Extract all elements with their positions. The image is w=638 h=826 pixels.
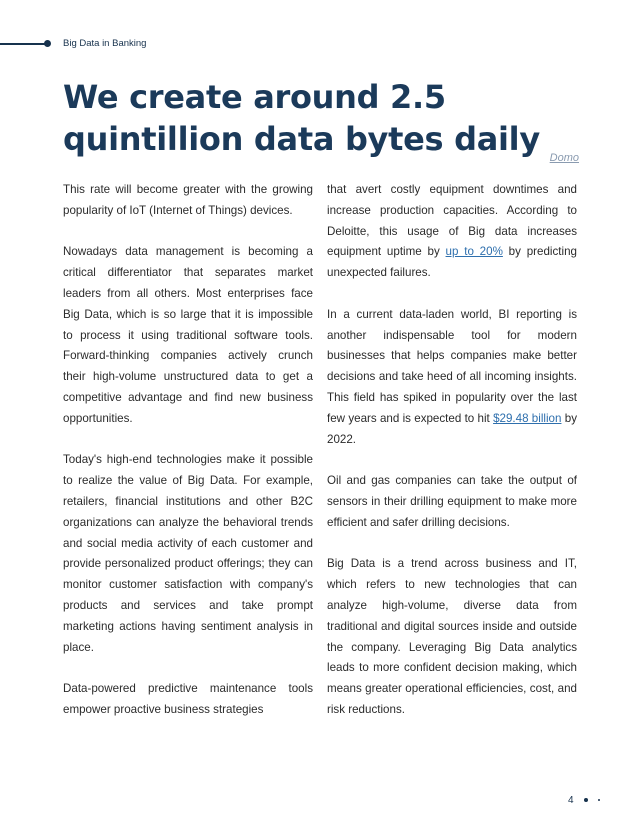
paragraph-text: In a current data-laden world, BI reporting is another indispensable tool for modern businesses that helps companies make better decisions and take heed of all incoming insights. This field has spiked in popularity over the last few years and is expected to hit xyxy=(327,307,577,425)
paragraph xyxy=(327,305,577,451)
paragraph-text: by 2022. xyxy=(327,411,577,446)
footer-dot xyxy=(584,798,588,802)
left-column xyxy=(63,180,313,742)
source-link[interactable]: Domo xyxy=(549,152,579,164)
paragraph-text: that avert costly equipment downtimes and increase production capacities. According to Deloitte, this usage of Big data increases equipment uptime by xyxy=(327,183,577,259)
header-label: Big Data in Banking xyxy=(63,38,147,49)
paragraph-text: by predicting unexpected failures. xyxy=(327,245,577,280)
paragraph: Oil and gas companies can take the output of sensors in their drilling equipment to make more efficient and safer drilling decisions. xyxy=(327,474,577,529)
uptime-link[interactable]: up to 20% xyxy=(445,245,503,259)
paragraph: Data-powered predictive maintenance tools empower proactive business strategies xyxy=(63,682,313,716)
right-column xyxy=(327,180,577,742)
header-dot xyxy=(44,40,51,47)
header-rule xyxy=(0,43,46,45)
bi-market-link[interactable]: $29.48 billion xyxy=(493,411,562,425)
footer-dot-small xyxy=(598,799,600,801)
paragraph: This rate will become greater with the growing popularity of IoT (Internet of Things) devices. xyxy=(63,183,313,217)
paragraph: Today's high-end technologies make it possible to realize the value of Big Data. For example, retailers, financial institutions and other B2C organizations can analyze the behavioral trends and social media activity of each customer and provide personalized product offerings; they can monitor customer satisfaction with company's products and services and take prompt marketing actions having sentiment analysis in place. xyxy=(63,453,313,654)
paragraph: Nowadays data management is becoming a critical differentiator that separates market leaders from all others. Most enterprises face Big Data, which is so large that it is impossible to process it using traditional software tools. Forward-thinking companies actively crunch their high-volume unstructured data to get a competitive advantage and find new business opportunities. xyxy=(63,245,313,425)
paragraph: Big Data is a trend across business and IT, which refers to new technologies that can analyze high-volume, diverse data from traditional and digital sources inside and outside the company. Leveraging Big Data analytics leads to more confident decision making, which means greater operational efficiencies, cost, and risk reductions. xyxy=(327,557,577,716)
paragraph xyxy=(327,180,577,284)
page-number: 4 xyxy=(568,795,574,806)
page-title: We create around 2.5 quintillion data bytes daily xyxy=(63,78,540,158)
